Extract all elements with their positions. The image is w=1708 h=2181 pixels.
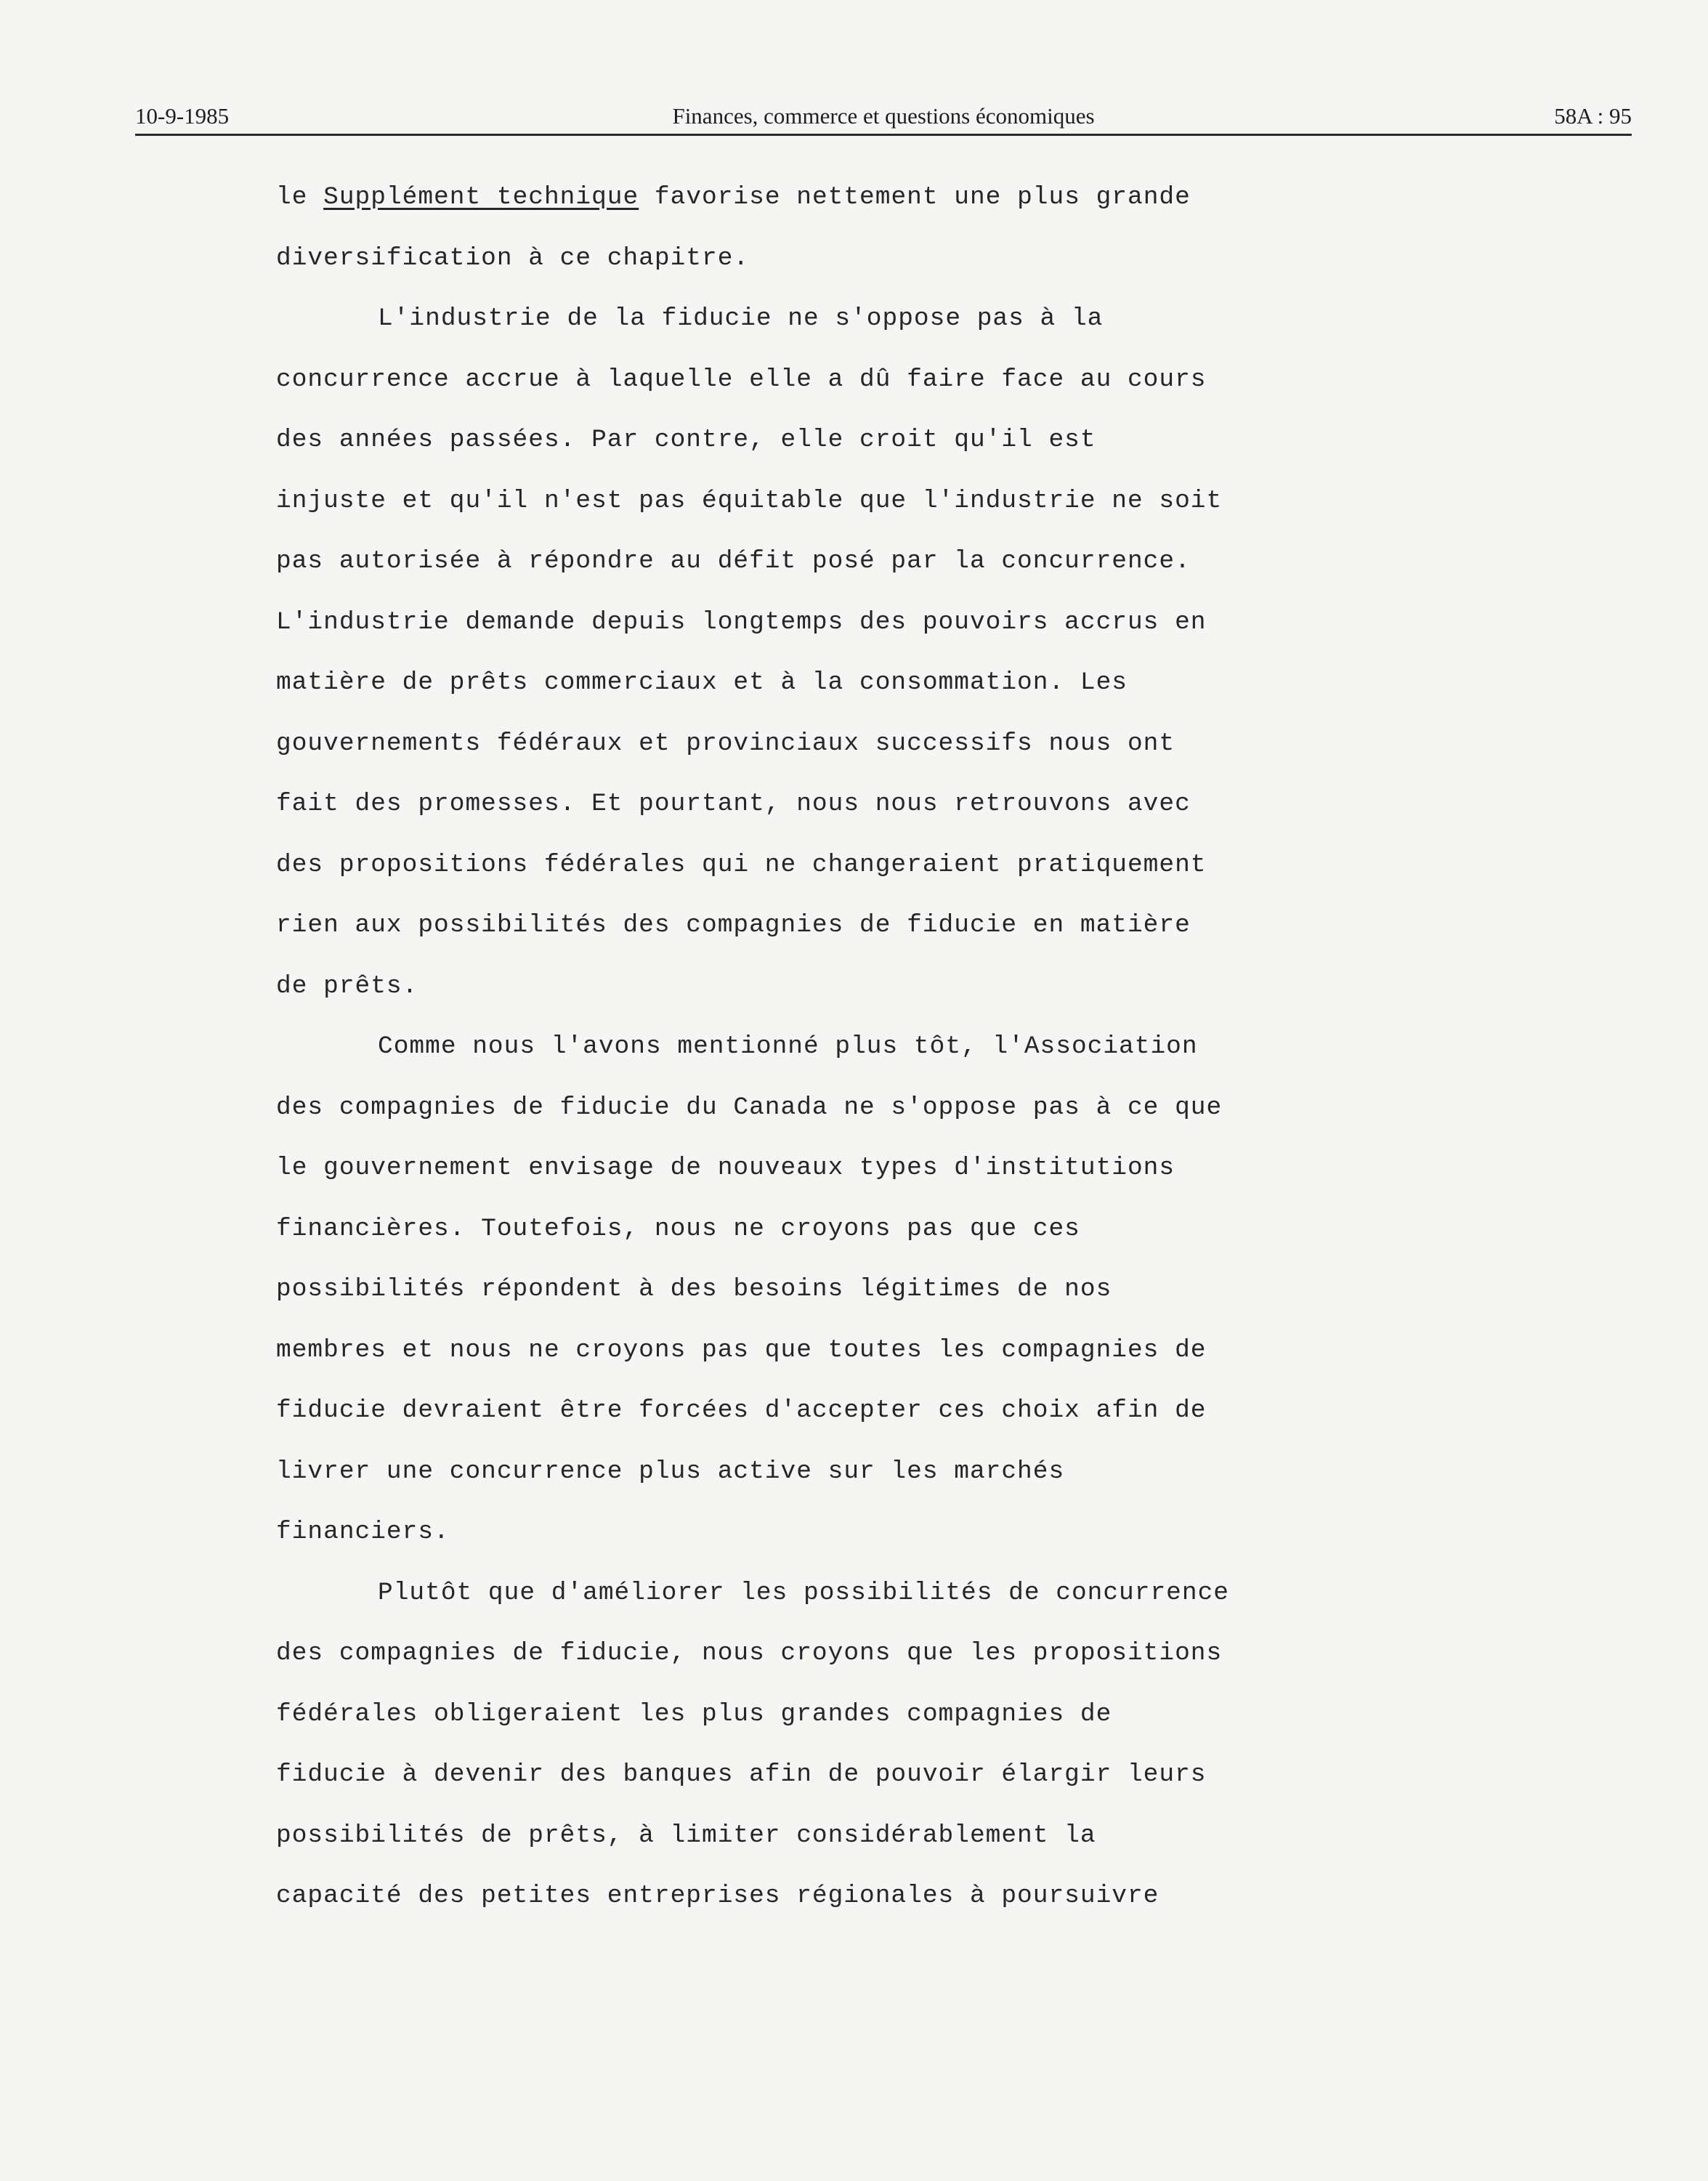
text-line: membres et nous ne croyons pas que toutes les compagnies de [276,1335,1207,1364]
text-line: des propositions fédérales qui ne changeraient pratiquement [276,850,1207,879]
text-line: des compagnies de fiducie, nous croyons que les propositions [276,1639,1223,1667]
header-page-ref: 58A : 95 [1554,103,1632,129]
paragraph-start-line: Comme nous l'avons mentionné plus tôt, l'Association [378,1032,1198,1061]
text-line: de prêts. [276,971,418,1000]
text-line: matière de prêts commerciaux et à la consommation. Les [276,668,1128,697]
text-line: financiers. [276,1518,450,1546]
paragraph-start-line: L'industrie de la fiducie ne s'oppose pas à la [378,304,1104,333]
text-line: diversification à ce chapitre. [276,243,750,272]
text-line: des années passées. Par contre, elle croit qu'il est [276,426,1096,454]
text-line: gouvernements fédéraux et provinciaux successifs nous ont [276,729,1175,758]
text-line: fiducie à devenir des banques afin de pouvoir élargir leurs [276,1760,1207,1789]
text-line: fédérales obligeraient les plus grandes compagnies de [276,1699,1112,1728]
paragraph-start-line: Plutôt que d'améliorer les possibilités de concurrence [378,1578,1229,1607]
text-line: fiducie devraient être forcées d'accepter ces choix afin de [276,1396,1207,1425]
header-date: 10-9-1985 [135,103,230,129]
text-fragment: le [276,183,324,211]
text-line: pas autorisée à répondre au défit posé par la concurrence. [276,547,1191,575]
text-line: rien aux possibilités des compagnies de fiducie en matière [276,911,1191,939]
text-line: concurrence accrue à laquelle elle a dû faire face au cours [276,365,1207,394]
text-line: le gouvernement envisage de nouveaux types d'institutions [276,1154,1175,1182]
underlined-title: Supplément technique [323,183,639,211]
text-line: capacité des petites entreprises régionales à poursuivre [276,1882,1159,1910]
header-rule [135,134,1632,136]
text-line: L'industrie demande depuis longtemps des pouvoirs accrus en [276,607,1207,636]
text-line: injuste et qu'il n'est pas équitable que l'industrie ne soit [276,486,1223,515]
text-line: possibilités de prêts, à limiter considérablement la [276,1821,1096,1850]
text-line: fait des promesses. Et pourtant, nous nous retrouvons avec [276,790,1191,818]
text-line: des compagnies de fiducie du Canada ne s'oppose pas à ce que [276,1093,1223,1122]
text-line: financières. Toutefois, nous ne croyons pas que ces [276,1214,1080,1243]
text-line [276,167,1526,228]
page-header [135,97,1632,135]
text-line: possibilités répondent à des besoins légitimes de nos [276,1275,1112,1303]
header-title: Finances, commerce et questions économiques [672,103,1095,129]
text-line: livrer une concurrence plus active sur les marchés [276,1457,1065,1486]
body-text [276,167,1526,1927]
text-fragment: favorise nettement une plus grande [639,183,1191,211]
